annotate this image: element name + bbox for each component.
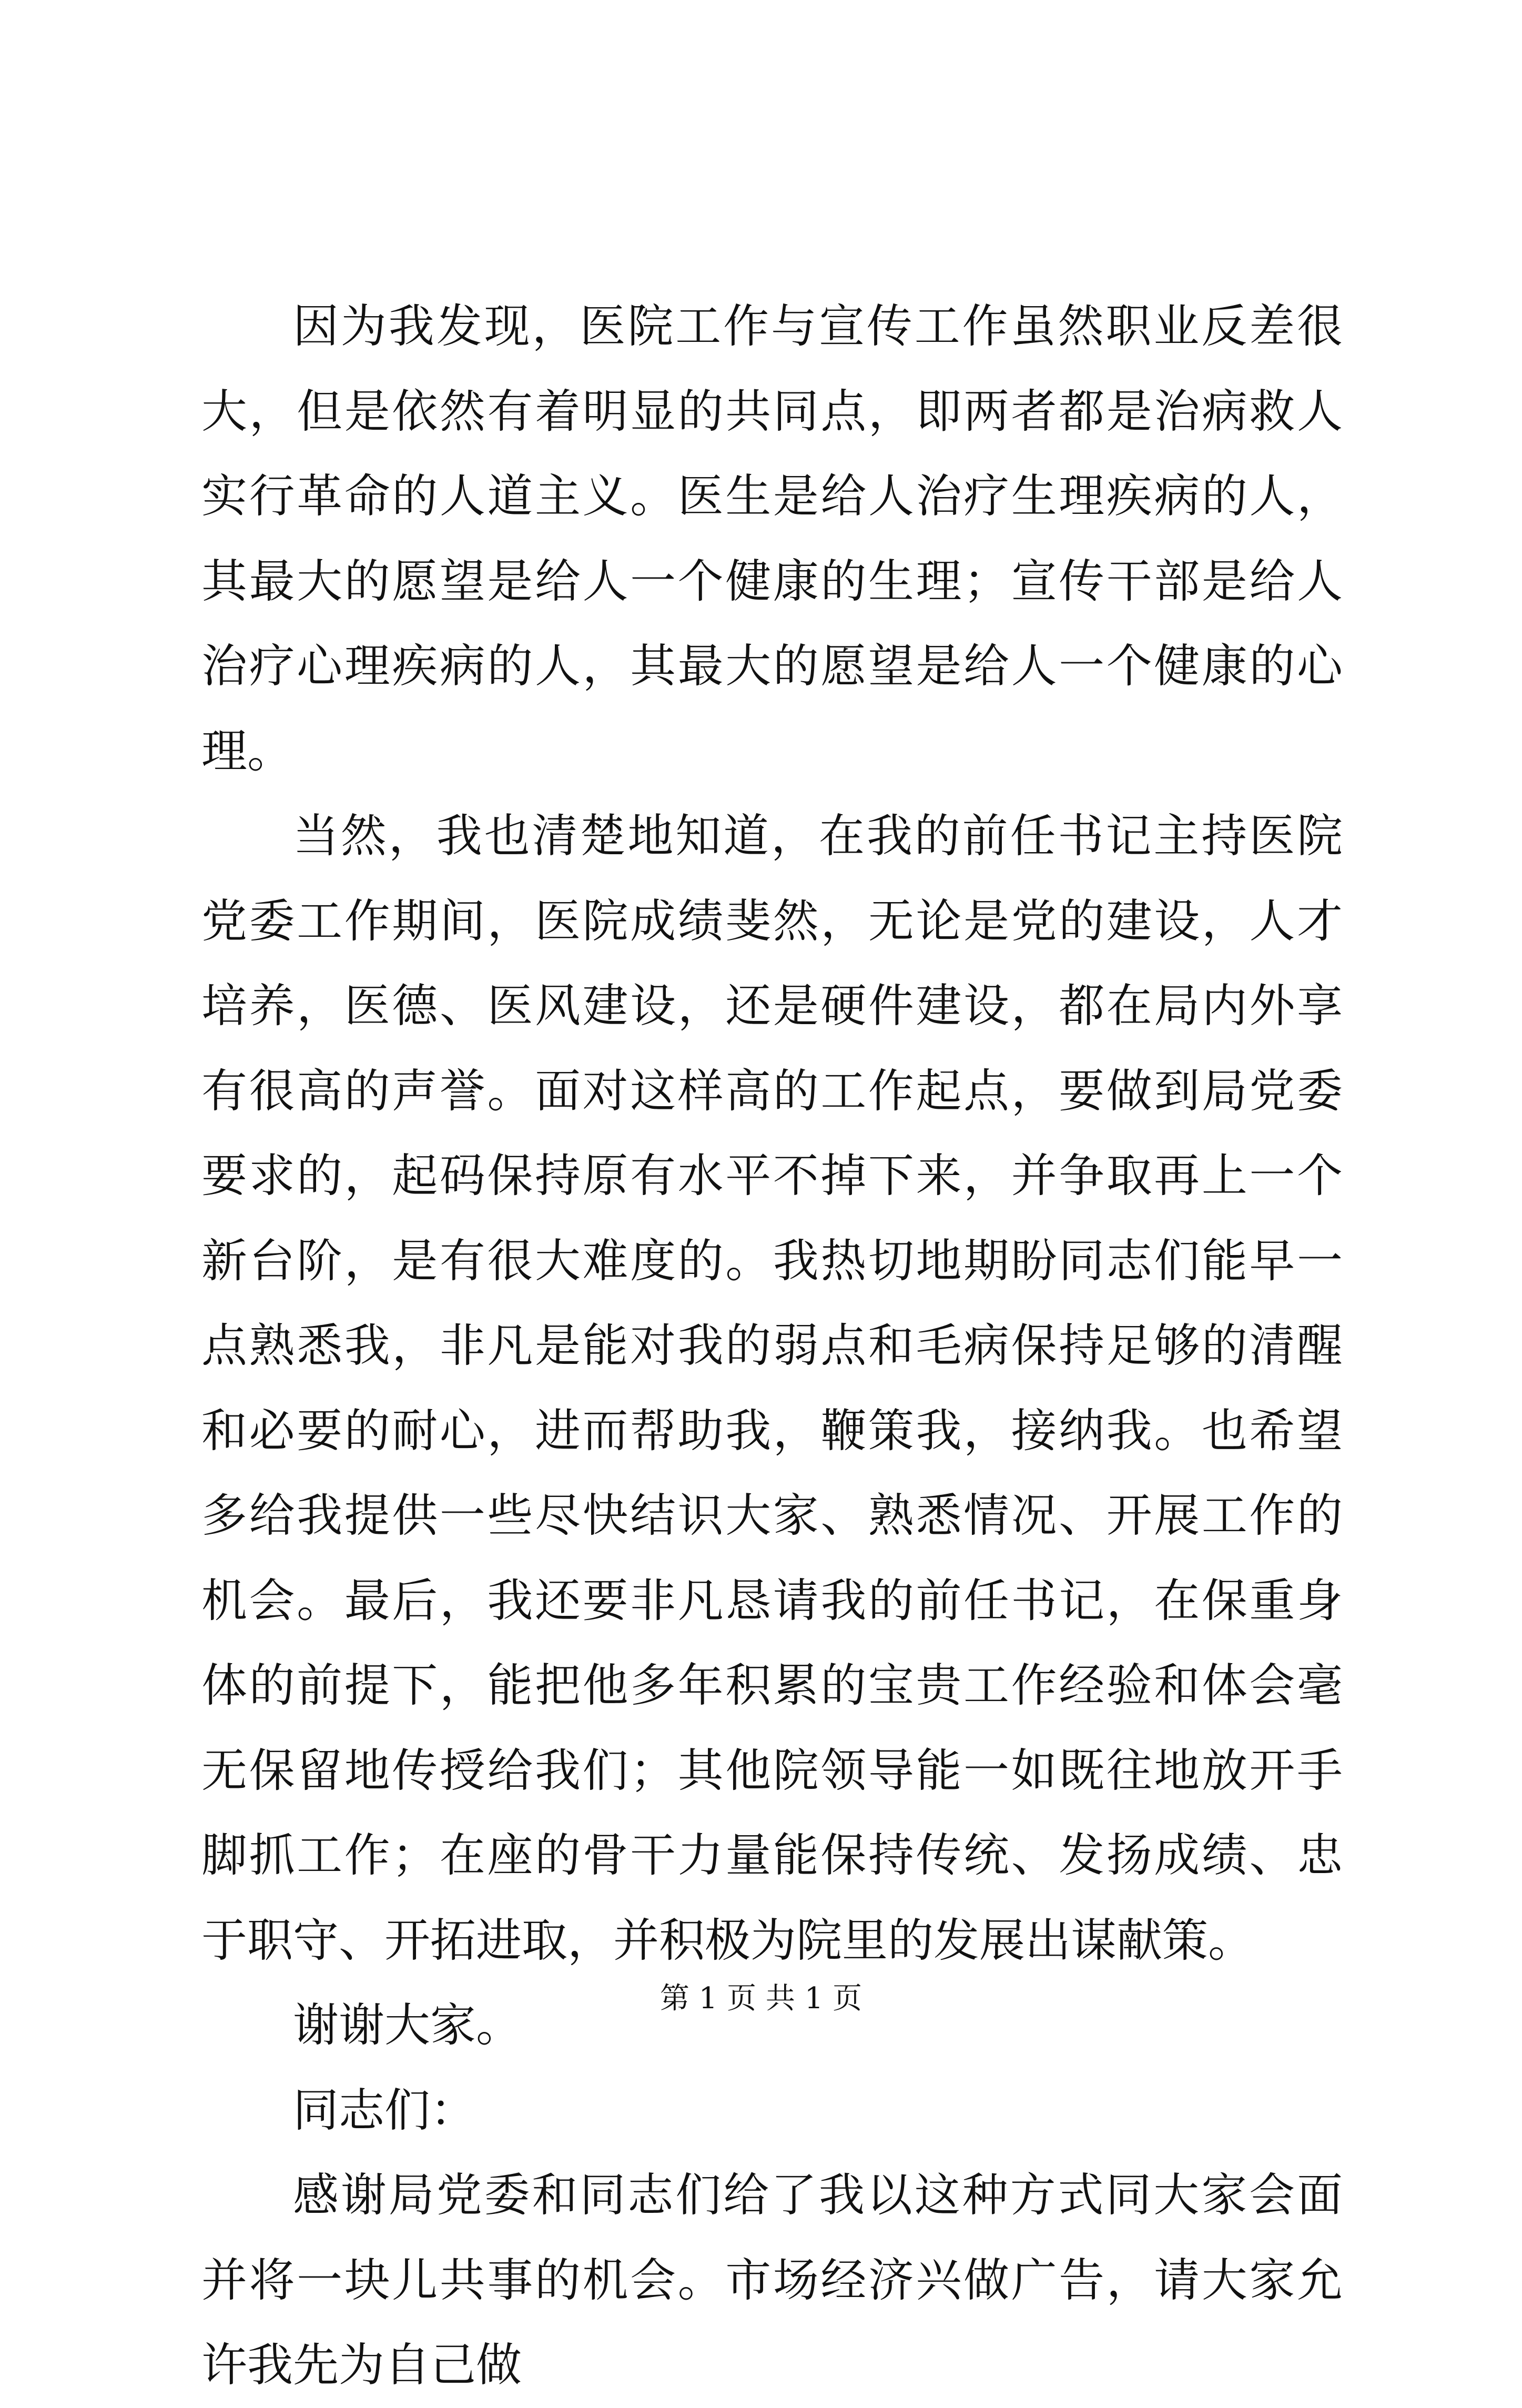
paragraph-similarity: 因为我发现，医院工作与宣传工作虽然职业反差很大，但是依然有着明显的共同点，即两者都是治病救人实行革命的人道主义。医生是给人治疗生理疾病的人，其最大的愿望是给人一个健康的生理；宣传干部是给人治疗心理疾病的人，其最大的愿望是给人一个健康的心理。: [201, 299, 1343, 778]
paragraph-thanks: 谢谢大家。: [293, 1998, 522, 2052]
paragraph-predecessor: 当然，我也清楚地知道，在我的前任书记主持医院党委工作期间，医院成绩斐然，无论是党的建设，人才培养，医德、医风建设，还是硬件建设，都在局内外享有很高的声誉。面对这样高的工作起点，要做到局党委要求的，起码保持原有水平不掉下来，并争取再上一个新台阶，是有很大难度的。我热切地期盼同志们能早一点熟悉我，非凡是能对我的弱点和毛病保持足够的清醒和必要的耐心，进而帮助我，鞭策我，接纳我。也希望多给我提供一些尽快结识大家、熟悉情况、开展工作的机会。最后，我还要非凡恳请我的前任书记，在保重身体的前提下，能把他多年积累的宝贵工作经验和体会毫无保留地传授给我们；其他院领导能一如既往地放开手脚抓工作；在座的骨干力量能保持传统、发扬成绩、忠于职守、开拓进取，并积极为院里的发展出谋献策。: [201, 809, 1343, 1967]
page-footer: 第 1 页 共 1 页: [659, 1981, 863, 2016]
document-body: [201, 284, 1343, 2408]
paragraph-salutation: 同志们：: [293, 2083, 476, 2137]
paragraph-opening: 感谢局党委和同志们给了我以这种方式同大家会面并将一块儿共事的机会。市场经济兴做广告，请大家允许我先为自己做: [201, 2168, 1343, 2392]
